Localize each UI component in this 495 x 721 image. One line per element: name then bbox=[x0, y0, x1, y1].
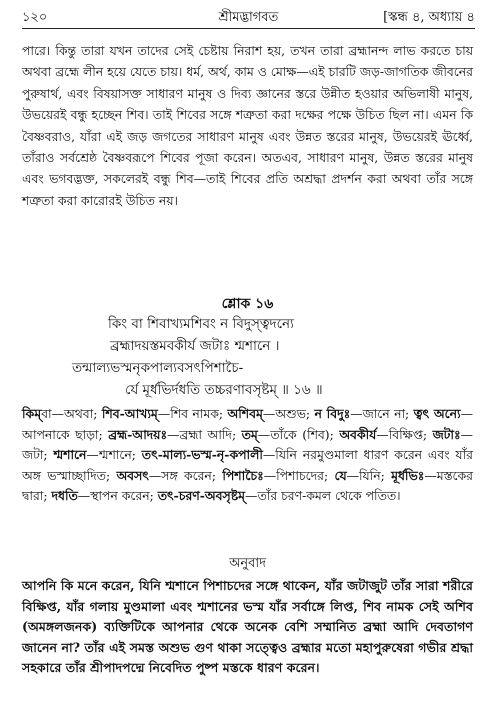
verse-text bbox=[40, 313, 455, 401]
synonym-word: অবকীর্য bbox=[339, 426, 377, 442]
synonym-meaning: —তাঁকে (শিব); bbox=[257, 426, 334, 442]
synonyms-section bbox=[22, 404, 473, 507]
synonym-meaning: —ব্রহ্মা আদি; bbox=[167, 426, 237, 442]
synonym-meaning: —সঙ্গ করেন; bbox=[148, 467, 217, 483]
synonym-word: অবসৎ bbox=[116, 467, 149, 483]
synonym-meaning: —বিক্ষিপ্ত; bbox=[376, 426, 428, 442]
synonym-meaning: —আপনাকে ছাড়া; bbox=[22, 406, 473, 442]
synonym-word: ত্বৎ অন্যে bbox=[413, 406, 461, 421]
verse-line: র্যে মূর্ধভির্দধতি তচ্চরণাবসৃষ্টম্ ॥ ১৬ ॥ bbox=[125, 382, 323, 398]
synonym-meaning: —যিনি নরমুণ্ডমালা ধারণ করেন এবং যাঁর অঙ্গ ভস্মাচ্ছাদিত; bbox=[22, 447, 473, 483]
header-rule bbox=[22, 28, 475, 29]
book-title: শ্রীমদ্ভাগবত bbox=[218, 10, 279, 25]
synonym-meaning: —যিনি; bbox=[346, 467, 385, 483]
verse-line: তন্মাল্যভস্মনৃকপাল্যবসৎপিশাচৈ- bbox=[72, 360, 244, 376]
synonym-meaning: —জটা; bbox=[22, 426, 473, 463]
synonym-meaning: —স্থাপন করেন; bbox=[77, 488, 154, 504]
synonym-word: মূর্ধভিঃ bbox=[391, 467, 425, 483]
verse-line: ব্রহ্মাদয়স্তমবকীর্য জটাঃ শ্মশানে । bbox=[110, 338, 280, 354]
synonym-word: তম্ bbox=[241, 426, 258, 442]
page-number: ১২০ bbox=[22, 10, 48, 25]
verse-heading: শ্লোক ১৬ bbox=[221, 296, 274, 312]
synonym-word: ব্রহ্ম-আদয়ঃ bbox=[108, 426, 168, 442]
synonym-word: ন বিদুঃ bbox=[314, 406, 351, 421]
canto-chapter-label: [স্কন্ধ ৪, অধ্যায় ৪ bbox=[383, 10, 475, 25]
synonym-meaning: —অশুভ; bbox=[262, 406, 311, 421]
synonym-word: যে bbox=[334, 467, 347, 483]
synonym-meaning: —পিশাচদের; bbox=[263, 467, 329, 483]
synonym-word: তৎ-চরণ-অবসৃষ্টম্ bbox=[157, 488, 246, 504]
purport-section bbox=[22, 40, 473, 211]
synonym-word: জটাঃ bbox=[432, 426, 461, 442]
synonym-word: তৎ-মাল্য-ভস্ম-নৃ-কপালী bbox=[141, 447, 263, 463]
synonym-meaning: —জানে না; bbox=[350, 406, 410, 421]
synonym-meaning: —শ্মশানে; bbox=[86, 447, 136, 463]
translation-heading: অনুবাদ bbox=[229, 556, 266, 571]
synonym-word: অশিবম্ bbox=[227, 406, 263, 421]
verse-line: কিং বা শিবাখ্যমশিবং ন বিদুস্ত্বদন্যে bbox=[108, 316, 294, 332]
synonym-meaning: —মস্তকের দ্বারা; bbox=[22, 467, 473, 504]
translation-text: আপনি কি মনে করেন, যিনি শ্মশানে পিশাচদের সঙ্গে থাকেন, যাঁর জটাজুট তাঁর সারা শরীরে বিক্ষিপ্ত, যাঁর গলায় মুণ্ডমালা এবং শ্মশানের ভস্ম যাঁর সর্বাঙ্গে লিপ্ত, শিব নামক সেই অশিব (অমঙ্গলজনক) ব্যক্তিটিকে আপনার থেকে অনেক বেশি সম্মানিত ব্রহ্মা আদি দেবতাগণ জানেন না? তাঁর এই সমস্ত অশুভ গুণ থাকা সত্ত্বেও ব্রহ্মার মতো মহাপুরুষেরা গভীর শ্রদ্ধা সহকারে তাঁর শ্রীপাদপদ্মে নিবেদিত পুষ্প মস্তকে ধারণ করেন। bbox=[22, 578, 473, 676]
synonym-word: পিশাচৈঃ bbox=[222, 467, 264, 483]
purport-paragraph: পারে। কিন্তু তারা যখন তাদের সেই চেষ্টায় নিরাশ হয়, তখন তারা ব্রহ্মানন্দ লাভ করতে চায় অথবা ব্রহ্মে লীন হয়ে যেতে চায়। ধর্ম, অর্থ, কাম ও মোক্ষ—এই চারটি জড়-জাগতিক জীবনের পুরুষার্থ, এবং বিষয়াসক্ত সাধারণ মানুষ ও দিব্য জ্ঞানের স্তরে উন্নীত হওয়ার অভিলাষী মানুষ, উভয়েরই বন্ধু হচ্ছেন শিব। তাই শিবের সঙ্গে শত্রুতা করা দক্ষের পক্ষে উচিত ছিল না। এমন কি বৈষ্ণবরাও, যাঁরা এই জড় জগতের সাধারণ মানুষ এবং উন্নত স্তরের মানুষ, উভয়েরই ঊর্ধ্বে, তাঁরাও সর্বশ্রেষ্ঠ বৈষ্ণবরূপে শিবের পূজা করেন। অতএব, সাধারণ মানুষ, উন্নত স্তরের মানুষ এবং ভগবদ্ভক্ত, সকলেরই বন্ধু শিব—তাই শিবের প্রতি অশ্রদ্ধা প্রদর্শন করা অথবা তাঁর সঙ্গে শত্রুতা করা কারোরই উচিত নয়। bbox=[22, 43, 473, 208]
synonym-meaning: —শিব নামক; bbox=[157, 406, 224, 421]
synonym-meaning: বা—অথবা; bbox=[41, 406, 98, 421]
synonym-meaning: —তাঁর চরণ-কমল থেকে পতিত। bbox=[245, 488, 401, 504]
synonym-word: শিব-আখ্যম্ bbox=[101, 406, 158, 421]
synonym-word: কিম্ bbox=[22, 406, 42, 421]
page-header bbox=[22, 6, 475, 28]
synonym-word: শ্মশানে bbox=[53, 447, 87, 463]
synonym-word: দধতি bbox=[51, 488, 78, 504]
